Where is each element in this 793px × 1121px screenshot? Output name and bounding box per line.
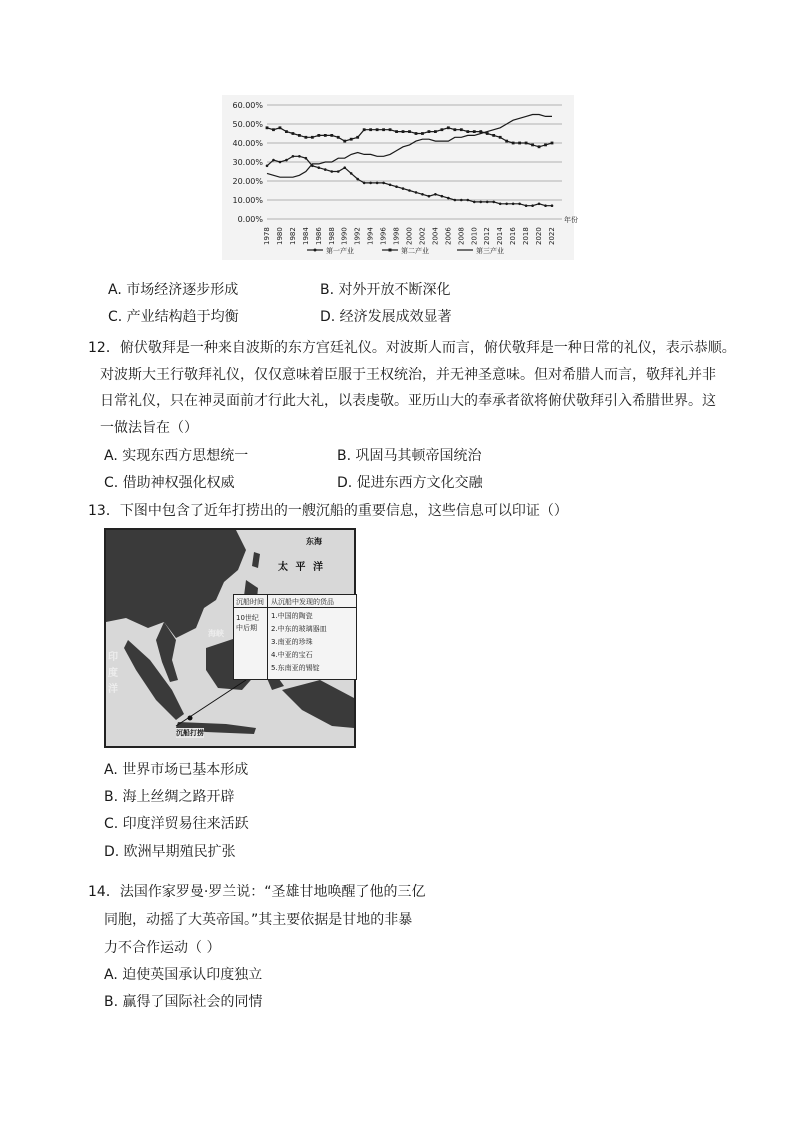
y-tick-label: 40.00% xyxy=(232,139,263,148)
q13-option-d[interactable]: D. 欧洲早期殖民扩张 xyxy=(104,844,236,860)
data-point xyxy=(292,132,295,135)
table-goods-item: 1.中国的陶瓷 xyxy=(271,612,313,620)
data-point xyxy=(311,136,314,139)
data-point xyxy=(531,144,534,147)
data-point xyxy=(369,128,372,131)
y-tick-label: 30.00% xyxy=(232,158,263,167)
legend-label: 第三产业 xyxy=(476,247,504,255)
data-point xyxy=(356,178,359,181)
data-point xyxy=(525,204,528,207)
data-point xyxy=(447,197,450,200)
q12-option-b[interactable]: B. 巩固马其顿帝国统治 xyxy=(337,448,482,464)
q11-option-a[interactable]: A. 市场经济逐步形成 xyxy=(108,282,239,298)
data-point xyxy=(499,203,502,206)
data-point xyxy=(272,159,275,162)
data-point xyxy=(447,126,450,129)
q14-option-b[interactable]: B. 赢得了国际社会的同情 xyxy=(104,994,263,1010)
data-point xyxy=(434,130,437,133)
data-point xyxy=(518,142,521,145)
q13-option-a[interactable]: A. 世界市场已基本形成 xyxy=(104,762,249,778)
x-tick-label: 2004 xyxy=(431,227,440,245)
q12-option-d[interactable]: D. 促进东西方文化交融 xyxy=(337,475,483,491)
legend-label: 第一产业 xyxy=(326,247,354,255)
q14-stem-line2: 同胞，动摇了大英帝国。”其主要依据是甘地的非暴 xyxy=(104,912,413,928)
data-point xyxy=(343,140,346,143)
data-point xyxy=(382,128,385,131)
data-point xyxy=(285,130,288,133)
data-point xyxy=(402,187,405,190)
data-point xyxy=(305,157,308,160)
table-header-goods: 从沉船中发现的货品 xyxy=(271,598,334,606)
data-point xyxy=(415,132,418,135)
q11-option-b[interactable]: B. 对外开放不断深化 xyxy=(320,282,451,298)
data-point xyxy=(350,138,353,141)
data-point xyxy=(266,165,269,168)
data-point xyxy=(279,126,282,129)
data-point xyxy=(531,204,534,207)
q12-option-c[interactable]: C. 借助神权强化权威 xyxy=(104,475,235,491)
data-point xyxy=(434,193,437,196)
data-point xyxy=(298,134,301,137)
data-point xyxy=(428,195,431,198)
x-tick-label: 1994 xyxy=(366,227,375,245)
data-point xyxy=(382,182,385,185)
data-point xyxy=(395,130,398,133)
q13-option-c[interactable]: C. 印度洋贸易往来活跃 xyxy=(104,816,249,832)
data-point xyxy=(466,130,469,133)
table-goods-item: 5.东南亚的锡锭 xyxy=(271,664,320,672)
data-point xyxy=(479,201,482,204)
x-tick-label: 2002 xyxy=(418,227,427,245)
data-point xyxy=(505,203,508,206)
data-point xyxy=(525,142,528,145)
x-tick-label: 1988 xyxy=(327,227,336,245)
map-label-wreck: 沉船打捞 xyxy=(176,729,204,737)
data-point xyxy=(544,144,547,147)
data-point xyxy=(460,128,463,131)
data-point xyxy=(454,199,457,202)
table-cell-time: 10世纪 中后期 xyxy=(236,614,259,632)
x-tick-label: 2018 xyxy=(522,227,531,245)
table-goods-item: 3.南亚的珍珠 xyxy=(271,638,313,646)
q11-option-c[interactable]: C. 产业结构趋于均衡 xyxy=(108,309,239,325)
data-point xyxy=(304,136,307,139)
data-point xyxy=(389,128,392,131)
data-point xyxy=(460,199,463,202)
legend-marker xyxy=(389,249,392,252)
table-header-time: 沉船时间 xyxy=(236,598,264,606)
data-point xyxy=(479,130,482,133)
q13-option-b[interactable]: B. 海上丝绸之路开辟 xyxy=(104,789,235,805)
x-tick-label: 2008 xyxy=(457,227,466,245)
data-point xyxy=(453,128,456,131)
x-tick-label: 1986 xyxy=(314,227,323,245)
y-tick-label: 50.00% xyxy=(232,120,263,129)
legend-marker xyxy=(314,249,317,252)
map-label-donghai: 东海 xyxy=(306,537,322,546)
industry-structure-chart xyxy=(222,95,578,260)
y-tick-label: 60.00% xyxy=(232,101,263,110)
data-point xyxy=(376,182,379,185)
legend-label: 第二产业 xyxy=(401,247,429,255)
data-point xyxy=(324,134,327,137)
x-tick-label: 2020 xyxy=(535,227,544,245)
data-point xyxy=(266,126,269,129)
data-point xyxy=(492,201,495,204)
x-tick-label: 2016 xyxy=(509,227,518,245)
data-point xyxy=(551,204,554,207)
x-tick-label: 1990 xyxy=(340,227,349,245)
data-point xyxy=(337,136,340,139)
data-point xyxy=(512,142,515,145)
x-tick-label: 2014 xyxy=(496,227,505,245)
table-goods-item: 4.中亚的宝石 xyxy=(271,651,313,659)
data-point xyxy=(421,132,424,135)
data-point xyxy=(486,132,489,135)
q12-option-a[interactable]: A. 实现东西方思想统一 xyxy=(104,448,249,464)
data-point xyxy=(505,140,508,143)
x-tick-label: 1982 xyxy=(288,227,297,245)
data-point xyxy=(317,134,320,137)
q12-stem-line2: 对波斯大王行敬拜礼仪，仅仅意味着臣服于王权统治，并无神圣意味。但对希腊人而言，敬拜礼并非 xyxy=(100,367,716,383)
data-point xyxy=(272,128,275,131)
data-point xyxy=(544,204,547,207)
data-point xyxy=(298,155,301,158)
data-point xyxy=(473,130,476,133)
data-point xyxy=(428,130,431,133)
y-tick-label: 20.00% xyxy=(232,177,263,186)
data-point xyxy=(363,128,366,131)
q12-stem-line3: 日常礼仪，只在神灵面前才行此大礼，以表虔敬。亚历山大的奉承者欲将俯伏敬拜引入希腊世界。这 xyxy=(100,393,716,409)
x-tick-label: 1978 xyxy=(263,227,271,245)
table-goods-item: 2.中东的玻璃器皿 xyxy=(271,625,327,633)
data-point xyxy=(499,136,502,139)
x-tick-label: 2006 xyxy=(444,227,453,245)
map-label-indian-ocean: 印 度 洋 xyxy=(108,652,118,695)
data-point xyxy=(343,166,346,169)
data-point xyxy=(318,166,321,169)
x-tick-label: 1998 xyxy=(392,227,401,245)
q11-option-d[interactable]: D. 经济发展成效显著 xyxy=(320,309,452,325)
data-point xyxy=(389,184,392,187)
y-tick-label: 0.00% xyxy=(237,215,263,224)
data-point xyxy=(330,134,333,137)
data-point xyxy=(337,170,340,173)
data-point xyxy=(369,182,372,185)
data-point xyxy=(440,128,443,131)
data-point xyxy=(492,134,495,137)
data-point xyxy=(415,191,418,194)
q14-stem-line3: 力不合作运动（ ） xyxy=(104,940,221,956)
x-tick-label: 2000 xyxy=(405,227,414,245)
q12-stem-line1: 12．俯伏敬拜是一种来自波斯的东方宫廷礼仪。对波斯人而言，俯伏敬拜是一种日常的礼仪，表示恭顺。 xyxy=(88,340,736,356)
data-point xyxy=(518,203,521,206)
data-point xyxy=(408,130,411,133)
map-label-strait: 海峡 xyxy=(208,629,224,638)
data-point xyxy=(473,201,476,204)
x-tick-label: 1980 xyxy=(275,227,284,245)
data-point xyxy=(512,203,515,206)
data-point xyxy=(551,142,554,145)
data-point xyxy=(395,185,398,188)
q14-stem-line1: 14．法国作家罗曼·罗兰说：“圣雄甘地唤醒了他的三亿 xyxy=(88,884,426,900)
line-chart-svg xyxy=(222,95,578,260)
data-point xyxy=(486,201,489,204)
data-point xyxy=(421,193,424,196)
data-point xyxy=(538,145,541,148)
x-tick-label: 1984 xyxy=(301,227,310,245)
data-point xyxy=(363,182,366,185)
q12-stem-line4: 一做法旨在（） xyxy=(100,420,198,436)
data-point xyxy=(356,136,359,139)
data-point xyxy=(292,155,295,158)
data-point xyxy=(538,203,541,206)
data-point xyxy=(324,168,327,171)
map-label-pacific: 太 平 洋 xyxy=(278,562,325,573)
data-point xyxy=(350,172,353,175)
x-tick-label: 2012 xyxy=(483,227,492,245)
x-tick-label: 1992 xyxy=(353,227,362,245)
x-tick-label: 2010 xyxy=(470,227,479,245)
data-point xyxy=(279,161,282,164)
x-unit-label: 年份 xyxy=(564,216,578,224)
q14-option-a[interactable]: A. 迫使英国承认印度独立 xyxy=(104,967,263,983)
data-point xyxy=(408,189,411,192)
data-point xyxy=(441,195,444,198)
data-point xyxy=(330,170,333,173)
y-tick-label: 10.00% xyxy=(232,196,263,205)
data-point xyxy=(285,159,288,162)
x-tick-label: 1996 xyxy=(379,227,388,245)
data-point xyxy=(402,130,405,133)
x-tick-label: 2022 xyxy=(548,227,556,245)
data-point xyxy=(376,128,379,131)
shipwreck-info-table xyxy=(233,594,357,680)
data-point xyxy=(466,199,469,202)
q13-stem: 13．下图中包含了近年打捞出的一艘沉船的重要信息，这些信息可以印证（） xyxy=(88,503,568,519)
